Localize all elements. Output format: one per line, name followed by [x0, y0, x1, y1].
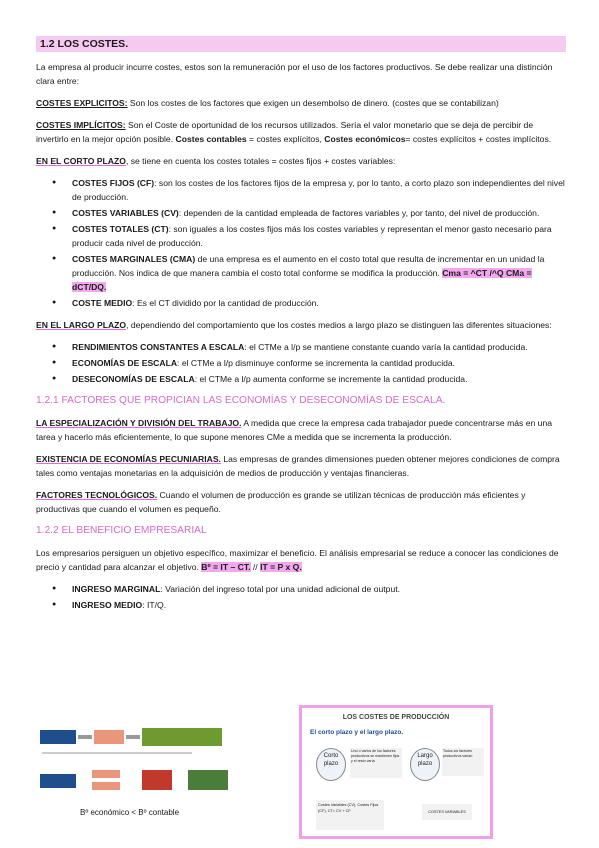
- explicit-costs-paragraph: COSTES EXPLICITOS: Son los costes de los factores que exigen un desembolso de dinero. (costes que se contabilizan): [36, 98, 499, 108]
- profit-diagram-caption: Bº económico < Bº contable: [80, 808, 180, 817]
- short-run-bubble: Corto plazo: [316, 748, 346, 781]
- list-item: ● ECONOMÍAS DE ESCALA: el CTMe a l/p disminuye conforme se incrementa la cantidad producida.: [72, 356, 566, 370]
- slide-title: LOS COSTES DE PRODUCCIÓN: [342, 714, 450, 721]
- long-run-bubble: Largo plazo: [410, 748, 440, 781]
- section-title: 1.2 LOS COSTES.: [36, 36, 566, 52]
- short-run-list: [36, 176, 566, 310]
- profit-diagram-image: [38, 716, 248, 826]
- list-item: ● INGRESO MEDIO: IT/Q.: [72, 598, 566, 612]
- implicit-costs-paragraph: COSTES IMPLÍCITOS: Son el Coste de oportunidad de los recursos utilizados. Sería el valor monetario que se deja de percibir de invertirlo en la mejor opción posible. Costes contables = costes explícitos, Costes económicos= costes explícitos + costes implícitos.: [36, 120, 552, 144]
- short-run-note: Uno o varios de los factores productivos se mantienen fijos y el resto varía: [350, 748, 402, 778]
- variable-costs-box: COSTES VARIABLES: [422, 804, 472, 820]
- intro-paragraph: La empresa al producir incurre costes, estos son la remuneración por el uso de los factores productivos. Se debe realizar una distinción clara entre:: [36, 62, 553, 86]
- list-item: ● COSTE MEDIO: Es el CT dividido por la cantidad de producción.: [72, 296, 566, 310]
- subsection-title: 1.2.1 FACTORES QUE PROPICIAN LAS ECONOMÍAS Y DESECONOMÍAS DE ESCALA.: [36, 395, 446, 406]
- list-item: ● DESECONOMÍAS DE ESCALA: el CTMe a l/p aumenta conforme se incremente la cantidad producida.: [72, 372, 566, 386]
- production-costs-slide: [299, 705, 493, 839]
- list-item: ● COSTES MARGINALES (CMA) de una empresa es el aumento en el costo total que resulta de incrementar en un unidad la producción. Nos indica de que manera cambia el costo total conforme se modifica la producción. Cma = ^CT /^Q CMa = dCT/DQ.: [72, 252, 566, 294]
- long-run-list: [36, 340, 566, 386]
- document-page: [36, 36, 566, 620]
- revenue-list: [36, 582, 566, 612]
- technology-paragraph: FACTORES TECNOLÓGICOS. Cuando el volumen de producción es grande se utilizan técnicas de producción más eficientes y productivas que cuando el volumen es pequeño.: [36, 490, 526, 514]
- subsection-title: 1.2.2 EL BENEFICIO EMPRESARIAL: [36, 525, 207, 536]
- slide-subtitle: El corto plazo y el largo plazo.: [310, 729, 404, 736]
- long-run-note: Todos los factores productivos varían: [442, 748, 484, 776]
- list-item: ● COSTES VARIABLES (CV): dependen de la cantidad empleada de factores variables y, por tanto, del nivel de producción.: [72, 206, 566, 220]
- cost-list: Costes Variables (CV), Costes Fijos (CF), CT= CV + CF: [316, 800, 384, 830]
- long-run-paragraph: EN EL LARGO PLAZO, dependiendo del comportamiento que los costes medios a largo plazo se distinguen las diferentes situaciones:: [36, 320, 552, 330]
- list-item: ● COSTES FIJOS (CF): son los costes de los factores fijos de la empresa y, por lo tanto, a corto plazo son independientes del nivel de producción.: [72, 176, 566, 204]
- short-run-paragraph: EN EL CORTO PLAZO, se tiene en cuenta los costes totales = costes fijos + costes variables:: [36, 156, 396, 166]
- list-item: ● INGRESO MARGINAL: Variación del ingreso total por una unidad adicional de output.: [72, 582, 566, 596]
- profit-paragraph: Los empresarios persiguen un objetivo específico, maximizar el beneficio. El análisis empresarial se reduce a conocer las condiciones de precio y cantidad para alcanzar el objetivo. Bº = IT – CT. // IT = P x Q.: [36, 548, 559, 572]
- profit-formula: Bº = IT – CT.: [201, 562, 251, 572]
- list-item: ● RENDIMIENTOS CONSTANTES A ESCALA: el CTMe a l/p se mantiene constante cuando varía la cantidad producida.: [72, 340, 566, 354]
- revenue-formula: IT = P x Q.: [260, 562, 302, 572]
- marginal-cost-formula: Cma = ^CT /^Q CMa = dCT/DQ.: [72, 268, 532, 292]
- list-item: ● COSTES TOTALES (CT): son iguales a los costes fijos más los costes variables y representan el menor gasto necesario para producir cada nivel de producción.: [72, 222, 566, 250]
- pecuniary-paragraph: EXISTENCIA DE ECONOMÍAS PECUNIARIAS. Las empresas de grandes dimensiones pueden obtener mejores condiciones de compra tales como ventajas monetarias en la adquisición de medios de producción y ventajas financieras.: [36, 454, 560, 478]
- specialization-paragraph: LA ESPECIALIZACIÓN Y DIVISIÓN DEL TRABAJO. A medida que crece la empresa cada trabajador puede concentrarse más en una tarea y hacerlo más eficientemente, lo que supone menores CMe a medida que se incrementa la producción.: [36, 418, 553, 442]
